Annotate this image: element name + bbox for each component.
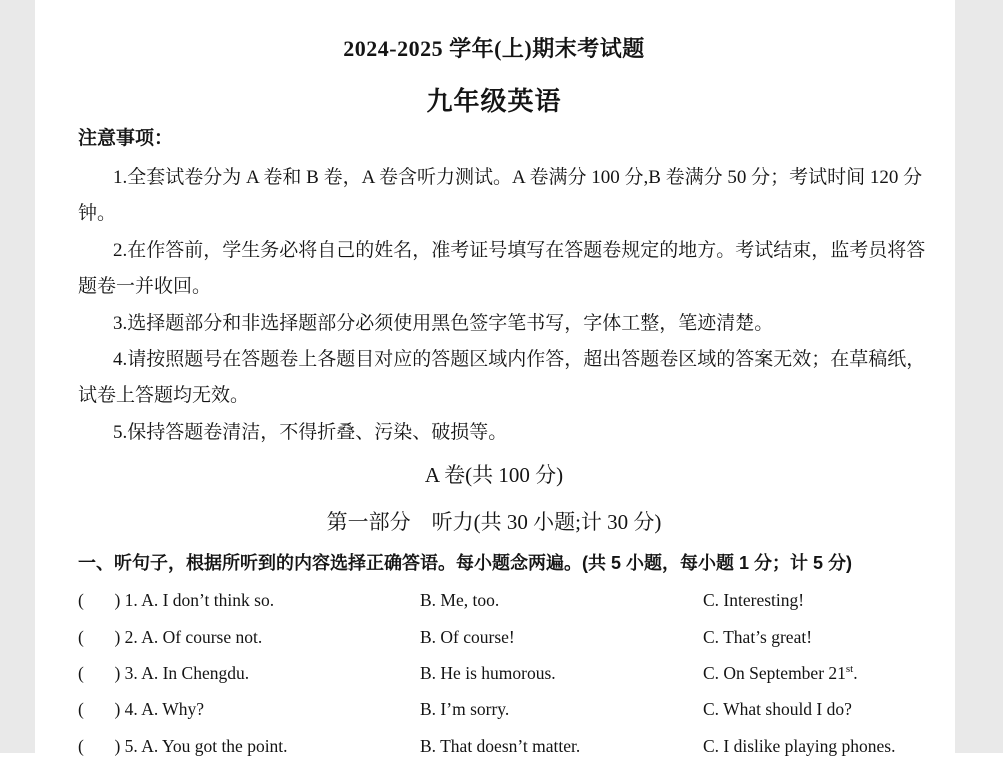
viewer-gutter-right [955,0,1003,753]
question-1-option-c: C. Interesting! [703,590,805,611]
question-1-option-a: ( ) 1. A. I don’t think so. [78,590,275,611]
exam-paper-page [35,0,955,761]
question-4-option-a: ( ) 4. A. Why? [78,699,205,720]
notice-line-2-cont: 题卷一并收回。 [78,276,212,298]
question-5-option-b: B. That doesn’t matter. [420,735,581,756]
question-1-option-b: B. Me, too. [420,590,500,611]
notice-list [78,160,926,451]
notice-line-3: 3.选择题部分和非选择题部分必须使用黑色签字笔书写，字体工整，笔迹清楚。 [113,312,774,334]
question-5-option-a: ( ) 5. A. You got the point. [78,735,288,756]
question-row-4 [78,691,910,727]
task1-instructions: 一、听句子，根据所听到的内容选择正确答语。每小题念两遍。(共 5 小题，每小题 1 分；计 5 分) [78,553,853,574]
notice-heading: 注意事项： [78,128,174,149]
notice-line-4-cont: 试卷上答题均无效。 [78,385,250,407]
question-5-option-c: C. I dislike playing phones. [703,735,896,756]
question-5-prefix: ( ) 5. [78,735,142,756]
exam-subject: 九年级英语 [426,86,562,116]
question-2-option-b: B. Of course! [420,626,515,647]
question-3-option-c: C. On September 21st. [703,663,858,684]
question-4-option-c: C. What should I do? [703,699,852,720]
notice-line-5: 5.保持答题卷清洁，不得折叠、污染、破损等。 [113,421,508,443]
question-2-prefix: ( ) 2. [78,626,142,647]
notice-line-1-cont: 钟。 [78,203,117,225]
part1-listening-heading: 第一部分 听力(共 30 小题;计 30 分) [326,510,662,535]
exam-title: 2024-2025 学年(上)期末考试题 [343,36,645,61]
question-1-prefix: ( ) 1. [78,590,142,611]
section-a-heading: A 卷(共 100 分) [424,463,564,488]
viewer-gutter-left [0,0,35,753]
question-row-3 [78,655,910,691]
question-2-option-c: C. That’s great! [703,626,813,647]
question-row-2 [78,619,910,655]
question-2-option-a: ( ) 2. A. Of course not. [78,626,263,647]
notice-line-2: 2.在作答前，学生务必将自己的姓名，准考证号填写在答题卷规定的地方。考试结束，监考员将答 [113,239,926,261]
question-4-prefix: ( ) 4. [78,699,142,720]
question-list [78,582,910,761]
question-row-5 [78,728,910,761]
notice-line-4: 4.请按照题号在答题卷上各题目对应的答题区域内作答，超出答题卷区域的答案无效；在草稿纸， [113,349,926,371]
question-3-option-a: ( ) 3. A. In Chengdu. [78,663,250,684]
question-3-prefix: ( ) 3. [78,663,142,684]
question-3-option-b: B. He is humorous. [420,663,556,684]
question-row-1 [78,582,910,618]
question-4-option-b: B. I’m sorry. [420,699,510,720]
notice-line-1: 1.全套试卷分为 A 卷和 B 卷，A 卷含听力测试。A 卷满分 100 分,B 卷满分 50 分；考试时间 120 分 [113,167,923,188]
